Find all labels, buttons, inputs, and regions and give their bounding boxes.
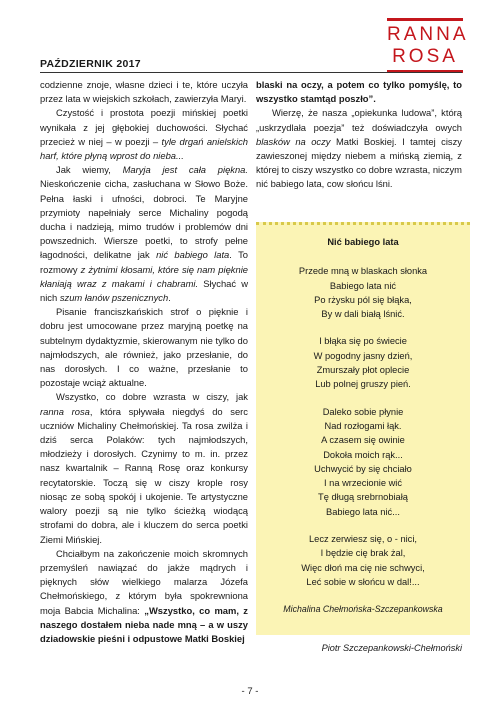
poem-line: Po rżysku pól się błąka, (314, 294, 412, 305)
bold-quote: „Wszystko, co mam, z naszego dostałem nieba nade mną – a w uszy dziadowskie pieśni i odpustowe Matki Boskiej (40, 604, 248, 644)
quote: tyle drgań anielskich harf, które płyną wprost do nieba... (40, 135, 248, 162)
poem-line: Dokoła moich rąk... (323, 449, 403, 460)
poem-line: Nad rozłogami łąk. (324, 420, 402, 431)
text-run: Wszystko, co dobre wzrasta w ciszy, jak (56, 391, 248, 403)
logo-word-rosa: ROSA (387, 46, 463, 73)
magazine-logo (387, 18, 469, 78)
text-run: Nieskończenie cicha, zasłuchana w Słowo Boże. Pełna łaski i ufności, dobroci. Te Maryjne przymioty napełniały serce Michaliny pogodą ducha i nadzieją, mimo trudów i problemów dni powszednich. Wiersze poetki, to strofy pełne łagodności, delikatne jak (40, 178, 248, 261)
poem-line: Więc dłoń ma cię nie schwyci, (301, 562, 425, 573)
article-signature: Piotr Szczepankowski-Chełmoński (321, 643, 462, 653)
text-run: , która spływała niegdyś do serc uczniów Michaliny Chełmońskiej. Ta rosa zwilża i dziś serca Polaków: tych najmłodszych, młodzieży i dorosłych. Czynimy to m. in. przez nasz kwartalnik – Ranną Rosę oraz konkursy recytatorskie. Toczą się w ciszy krople rosy niosąc ze sobą spokój i ukojenie. Te artystyczne walory poezji są nie tylko ścieżką wiodącą strofami do dobra, ale i kluczem do serca poetki Ziemi Mińskiej. (40, 405, 248, 545)
paragraph (40, 106, 248, 163)
poem-line: Babiego lata nić... (326, 506, 400, 517)
paragraph (40, 547, 248, 646)
left-column (40, 78, 248, 646)
paragraph: Pisanie franciszkańskich strof o pięknie i dobru jest umocowane przez maryjną poetkę na subtelnym dydaktyzmie, skierowanym nie tylko do najmłodszych, ale również, jako przesłanie, do nas dorosłych. I co ważne, przesłanie to pozostaje wciąż aktualne. (40, 306, 248, 389)
bold-quote: blaski na oczy, a potem co tylko pomyślę, to wszystko stamtąd poszło”. (256, 79, 462, 105)
poem-line: Lub polnej gruszy pień. (315, 379, 411, 390)
quote: blasków na oczy (256, 135, 331, 147)
poem-stanza (256, 532, 470, 589)
quote: szum łanów pszenicznych (59, 292, 169, 304)
page-number: - 7 - (241, 686, 259, 697)
poem-line: I będzie cię brak żal, (320, 548, 406, 559)
poem (256, 235, 470, 617)
paragraph: Jak wiemy, Maryja jest cała piękna. Nieskończenie cicha, zasłuchana w Słowo Boże. Pełna łaski i ufności, dobroci. Te Maryjne przymioty napełniały serce Michaliny pogodą ducha i nadzieją, mimo trudów i problemów dni powszednich. Wiersze poetki, to strofy pełne łagodności, delikatne jak nić babiego lata. To rozmowy z żytnimi kłosami, które się nam pięknie kłaniają wraz z makami i chabrami. Słychać w nich szum łanów pszenicznych. (40, 164, 249, 304)
header-divider (40, 72, 462, 73)
poem-line: Daleko sobie płynie (322, 406, 404, 417)
text-run: Matki Boskiej. I tamtej ciszy zawieszonej między niebem a mińską ziemią, z której to ciszy wszystko co dobre wzrasta, niczym nić babiego lata, cow słońcu lśni. (256, 135, 462, 190)
poem-title: Nić babiego lata (327, 237, 399, 247)
paragraph: codzienne znoje, własne dzieci i te, które uczyła przez lata w wiejskich szkołach, zawierzyła Maryi. (40, 79, 248, 105)
paragraph (40, 390, 248, 546)
text-run: Wierzę, że nasza „opiekunka ludowa”, którą „uskrzydlała poezja” też doświadczyła owych (256, 107, 462, 133)
poem-line: Tę długą srebrnobiałą (318, 492, 408, 503)
quote: nić babiego lata (156, 249, 230, 261)
poem-author: Michalina Chełmońska-Szczepankowska (283, 604, 443, 615)
poem-line: I błąka się po świecie (319, 336, 407, 347)
poem-line: Leć sobie w słońcu w dal!... (306, 576, 420, 587)
quote: z żytnimi kłosami, które się nam pięknie kłaniają wraz z makami i chabrami. (40, 263, 249, 289)
poem-line: W pogodny jasny dzień, (313, 350, 413, 361)
poem-stanza (256, 334, 470, 391)
text-run: . To rozmowy (40, 249, 248, 275)
text-run: Chciałbym na zakończenie moich skromnych przemyśleń nawiązać do jakże mądrych i pięknych słów wielkiego malarza Józefa Chełmońskiego, z którym była spokrewniona moja Babcia Michalina: (40, 547, 248, 616)
poem-stanza (256, 264, 470, 321)
paragraph (256, 106, 462, 191)
text-run: Słychać w nich (40, 277, 248, 304)
poem-line: A czasem się owinie (321, 435, 405, 446)
quote: Maryja jest cała piękna. (122, 164, 249, 176)
text-run: Jak wiemy, (56, 164, 111, 176)
poem-line: Lecz zerwiesz się, o - nici, (309, 534, 417, 545)
text-run: Czystość i prostota poezji mińskiej poetki wynikała z jej głębokiej duchowości. Słychać przecież w niej – w poezji – (40, 107, 248, 147)
poem-line: Zmurszały płot oplecie (316, 365, 410, 376)
poem-line: I na wrzecionie wić (323, 478, 403, 489)
quote: ranna rosa (40, 405, 90, 417)
poem-line: Babiego lata nić (329, 280, 397, 291)
poem-stanza (256, 405, 470, 519)
poem-line: By w dali białą lśnić. (321, 309, 405, 320)
issue-date: PAŹDZIERNIK 2017 (40, 58, 141, 70)
paragraph (256, 78, 462, 106)
logo-word-ranna: RANNA (387, 18, 463, 46)
right-column (256, 78, 462, 192)
poem-line: Uchwycić by się chciało (314, 463, 412, 474)
poem-line: Przede mną w blaskach słonka (298, 266, 428, 277)
